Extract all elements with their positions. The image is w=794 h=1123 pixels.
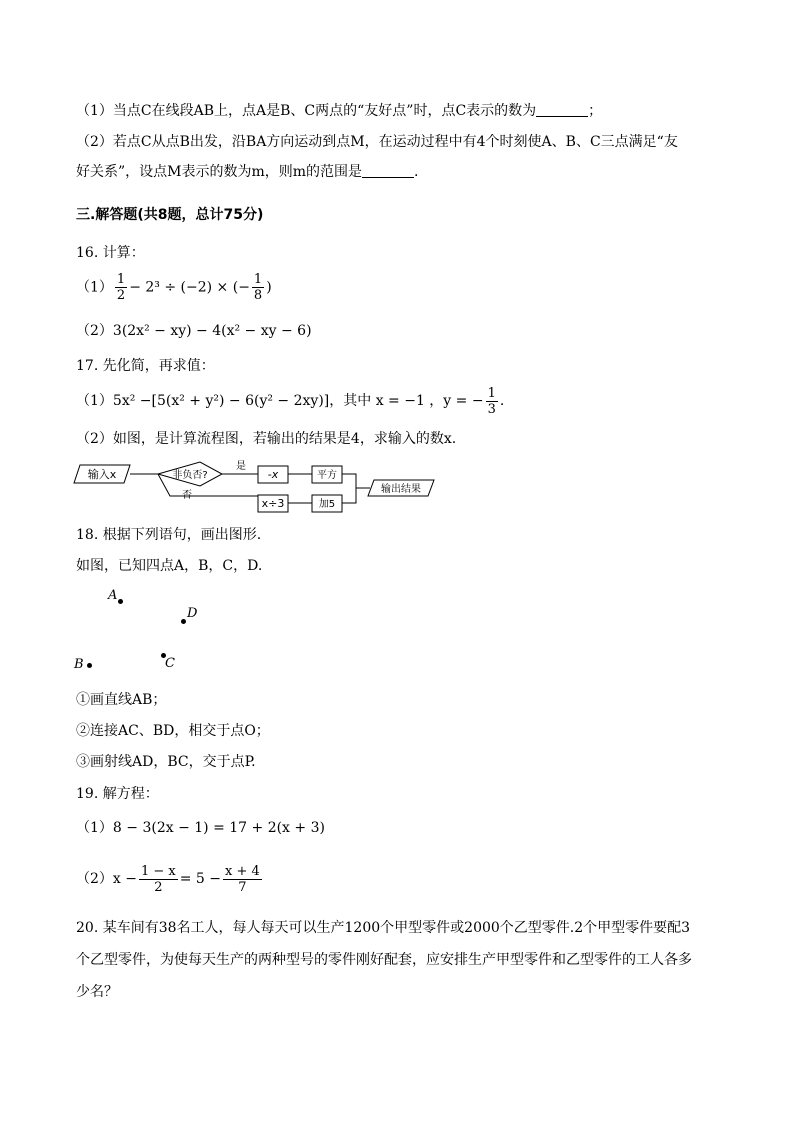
q15-part2-end: . bbox=[414, 164, 419, 180]
q20-line1: 20. 某车间有38名工人，每人每天可以生产1200个甲型零件或2000个乙型零件.2个甲型零件要配3 bbox=[76, 920, 691, 936]
fraction bbox=[139, 864, 178, 895]
q20-line2: 个乙型零件，为使每天生产的两种型号的零件刚好配套，应安排生产甲型零件和乙型零件的工人各多 bbox=[76, 952, 692, 968]
arrow-line bbox=[342, 474, 370, 488]
point-label-d: D bbox=[187, 606, 198, 621]
answer-blank-1[interactable] bbox=[536, 102, 588, 117]
q19-part1: （1）8 − 3(2x − 1) = 17 + 2(x + 3) bbox=[76, 820, 325, 836]
q15-part1-end: ； bbox=[588, 103, 603, 119]
q16-part1 bbox=[76, 272, 272, 303]
point-label-c: C bbox=[165, 656, 175, 671]
fraction-num: 1 bbox=[487, 385, 496, 401]
answer-blank-2[interactable] bbox=[362, 163, 414, 178]
q19-part2-mid: = 5 − bbox=[179, 871, 222, 887]
point-d bbox=[181, 619, 186, 624]
fraction-den: 2 bbox=[154, 879, 163, 895]
q15-part1-text: （1）当点C在线段AB上，点A是B、C两点的“友好点”时，点C表示的数为 bbox=[76, 103, 537, 119]
output-label: 输出结果 bbox=[381, 484, 421, 495]
section-heading: 三.解答题(共8题，总计75分) bbox=[76, 207, 264, 223]
add5-label: 加5 bbox=[318, 499, 336, 510]
fraction-num: 1 bbox=[253, 272, 263, 287]
q18-title: 18. 根据下列语句，画出图形. bbox=[76, 527, 262, 543]
no-label: 否 bbox=[182, 490, 192, 501]
q15-part2-line1: （2）若点C从点B出发，沿BA方向运动到点M，在运动过程中有4个时刻使A、B、C三点满足“友 bbox=[76, 134, 678, 150]
no-op-label: x÷3 bbox=[261, 497, 285, 510]
q16-part1-mid: − 2³ ÷ (−2) × (− bbox=[129, 279, 250, 296]
q17-part1 bbox=[76, 385, 504, 417]
point-a bbox=[118, 599, 123, 604]
decision-label: 非负否? bbox=[172, 470, 208, 481]
point-label-a: A bbox=[108, 588, 118, 603]
q18-intro: 如图，已知四点A，B，C，D. bbox=[76, 558, 263, 574]
q16-part2: （2）3(2x² − xy) − 4(x² − xy − 6) bbox=[76, 323, 312, 339]
point-b bbox=[87, 663, 92, 668]
arrow-line bbox=[342, 488, 356, 503]
fraction-den: 8 bbox=[253, 288, 263, 303]
q17-part1-text: （1）5x² −[5(x² + y²) − 6(y² − 2xy)]，其中 x = −1 ，y = − bbox=[76, 393, 484, 409]
q19-title: 19. 解方程： bbox=[76, 786, 159, 802]
fraction bbox=[223, 864, 262, 895]
input-label: 输入x bbox=[87, 468, 117, 481]
q18-step1: ①画直线AB； bbox=[76, 692, 167, 708]
q18-step2: ②连接AC、BD，相交于点O； bbox=[76, 723, 270, 739]
yes-op-label: -x bbox=[267, 468, 279, 481]
q16-part1-end: ) bbox=[266, 279, 272, 296]
q19-part2-text: （2）x − bbox=[76, 871, 137, 887]
q17-part2: （2）如图，是计算流程图，若输出的结果是4，求输入的数x. bbox=[76, 431, 457, 447]
fraction bbox=[252, 272, 264, 303]
flowchart bbox=[72, 458, 452, 518]
q15-part1 bbox=[76, 101, 602, 121]
yes-label: 是 bbox=[236, 461, 246, 472]
q16-title: 16. 计算： bbox=[76, 245, 145, 261]
point-label-b: B bbox=[74, 657, 84, 672]
q17-title: 17. 先化简，再求值： bbox=[76, 358, 215, 374]
q18-step3: ③画射线AD，BC，交于点P. bbox=[76, 754, 256, 770]
square-label: 平方 bbox=[317, 470, 337, 481]
q15-part2-line2 bbox=[76, 162, 419, 182]
q20-line3: 少名？ bbox=[76, 984, 118, 1000]
fraction-den: 2 bbox=[116, 288, 126, 303]
q17-part1-end: . bbox=[499, 393, 505, 409]
fraction-num: 1 − x bbox=[140, 863, 176, 879]
fraction-den: 3 bbox=[487, 401, 496, 417]
fraction bbox=[486, 386, 498, 417]
fraction-num: x + 4 bbox=[225, 863, 260, 879]
q16-part1-label: （1） bbox=[76, 279, 113, 296]
fraction bbox=[115, 272, 127, 303]
fraction-num: 1 bbox=[116, 272, 126, 287]
q19-part2 bbox=[76, 862, 264, 896]
fraction-den: 7 bbox=[238, 879, 247, 895]
q15-part2-text: 好关系”，设点M表示的数为m，则m的范围是 bbox=[76, 164, 363, 180]
